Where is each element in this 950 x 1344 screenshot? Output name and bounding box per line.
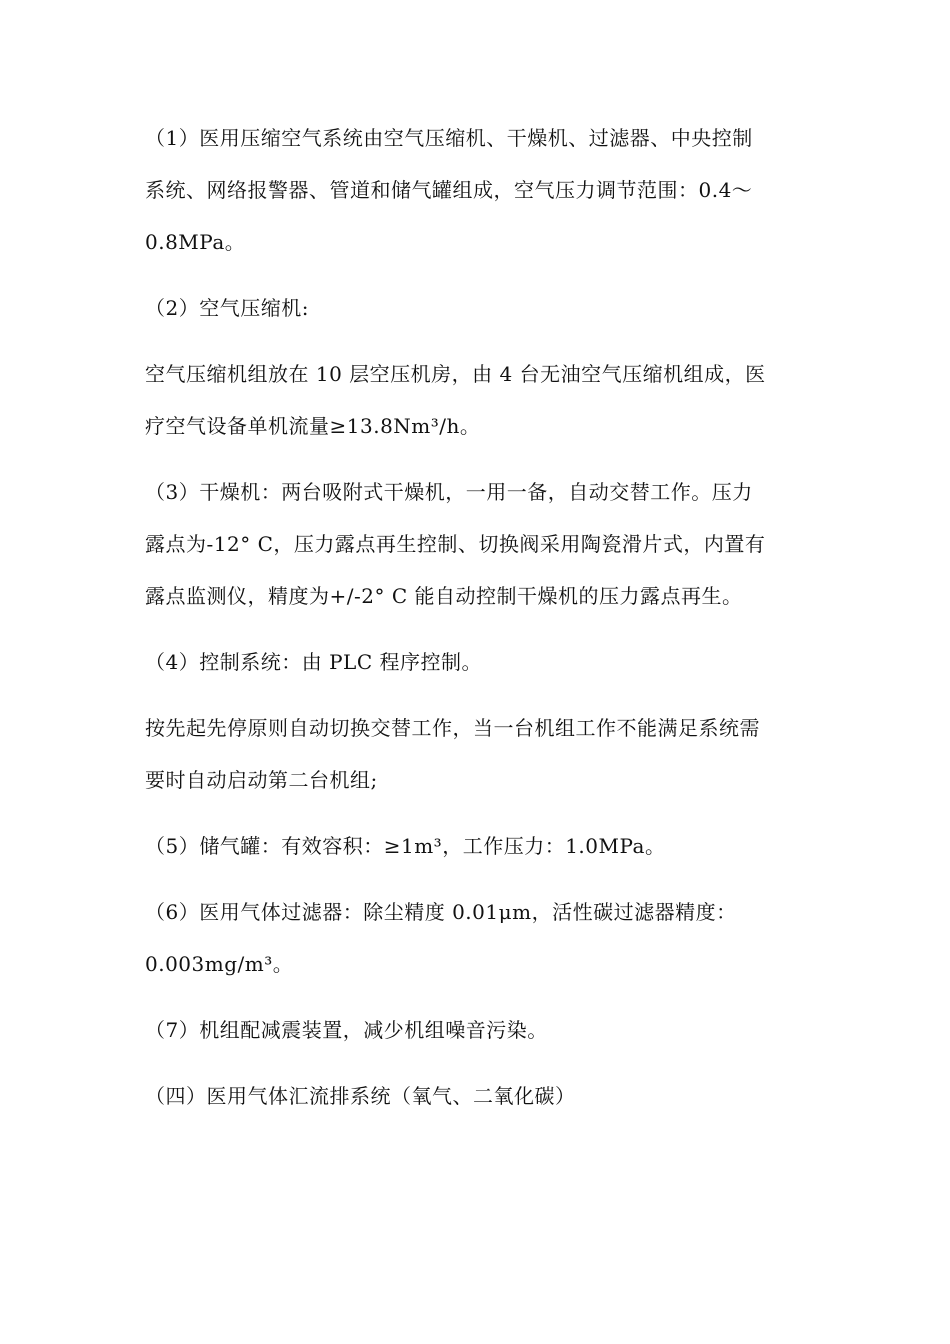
text-line: 系统、网络报警器、管道和储气罐组成，空气压力调节范围：0.4～ (145, 178, 753, 202)
text-line: 露点为-12° C，压力露点再生控制、切换阀采用陶瓷滑片式，内置有 (145, 532, 766, 556)
document-body (145, 112, 810, 1136)
paragraph-6 (145, 702, 810, 806)
text-line: （4）控制系统：由 PLC 程序控制。 (145, 650, 482, 674)
text-line: （四）医用气体汇流排系统（氧气、二氧化碳） (145, 1084, 576, 1108)
paragraph-3 (145, 348, 810, 452)
text-line: （3）干燥机：两台吸附式干燥机，一用一备，自动交替工作。压力 (145, 480, 753, 504)
text-line: 0.8MPa。 (145, 230, 246, 254)
paragraph-1 (145, 112, 810, 268)
text-line: （6）医用气体过滤器：除尘精度 0.01μm，活性碳过滤器精度： (145, 900, 737, 924)
paragraph-5 (145, 636, 810, 688)
text-line: （5）储气罐：有效容积：≥1m³，工作压力：1.0MPa。 (145, 834, 666, 858)
section-heading (145, 1070, 810, 1122)
text-line: 露点监测仪，精度为+/-2° C 能自动控制干燥机的压力露点再生。 (145, 584, 743, 608)
text-line: 要时自动启动第二台机组; (145, 768, 378, 792)
text-line: 0.003mg/m³。 (145, 952, 294, 976)
paragraph-4 (145, 466, 810, 622)
text-line: 疗空气设备单机流量≥13.8Nm³/h。 (145, 414, 481, 438)
paragraph-7 (145, 820, 810, 872)
paragraph-2 (145, 282, 810, 334)
text-line: 空气压缩机组放在 10 层空压机房，由 4 台无油空气压缩机组成，医 (145, 362, 766, 386)
text-line: 按先起先停原则自动切换交替工作，当一台机组工作不能满足系统需 (145, 716, 760, 740)
text-line: （2）空气压缩机: (145, 296, 309, 320)
paragraph-9 (145, 1004, 810, 1056)
text-line: （1）医用压缩空气系统由空气压缩机、干燥机、过滤器、中央控制 (145, 126, 753, 150)
text-line: （7）机组配减震装置，减少机组噪音污染。 (145, 1018, 548, 1042)
paragraph-8 (145, 886, 810, 990)
